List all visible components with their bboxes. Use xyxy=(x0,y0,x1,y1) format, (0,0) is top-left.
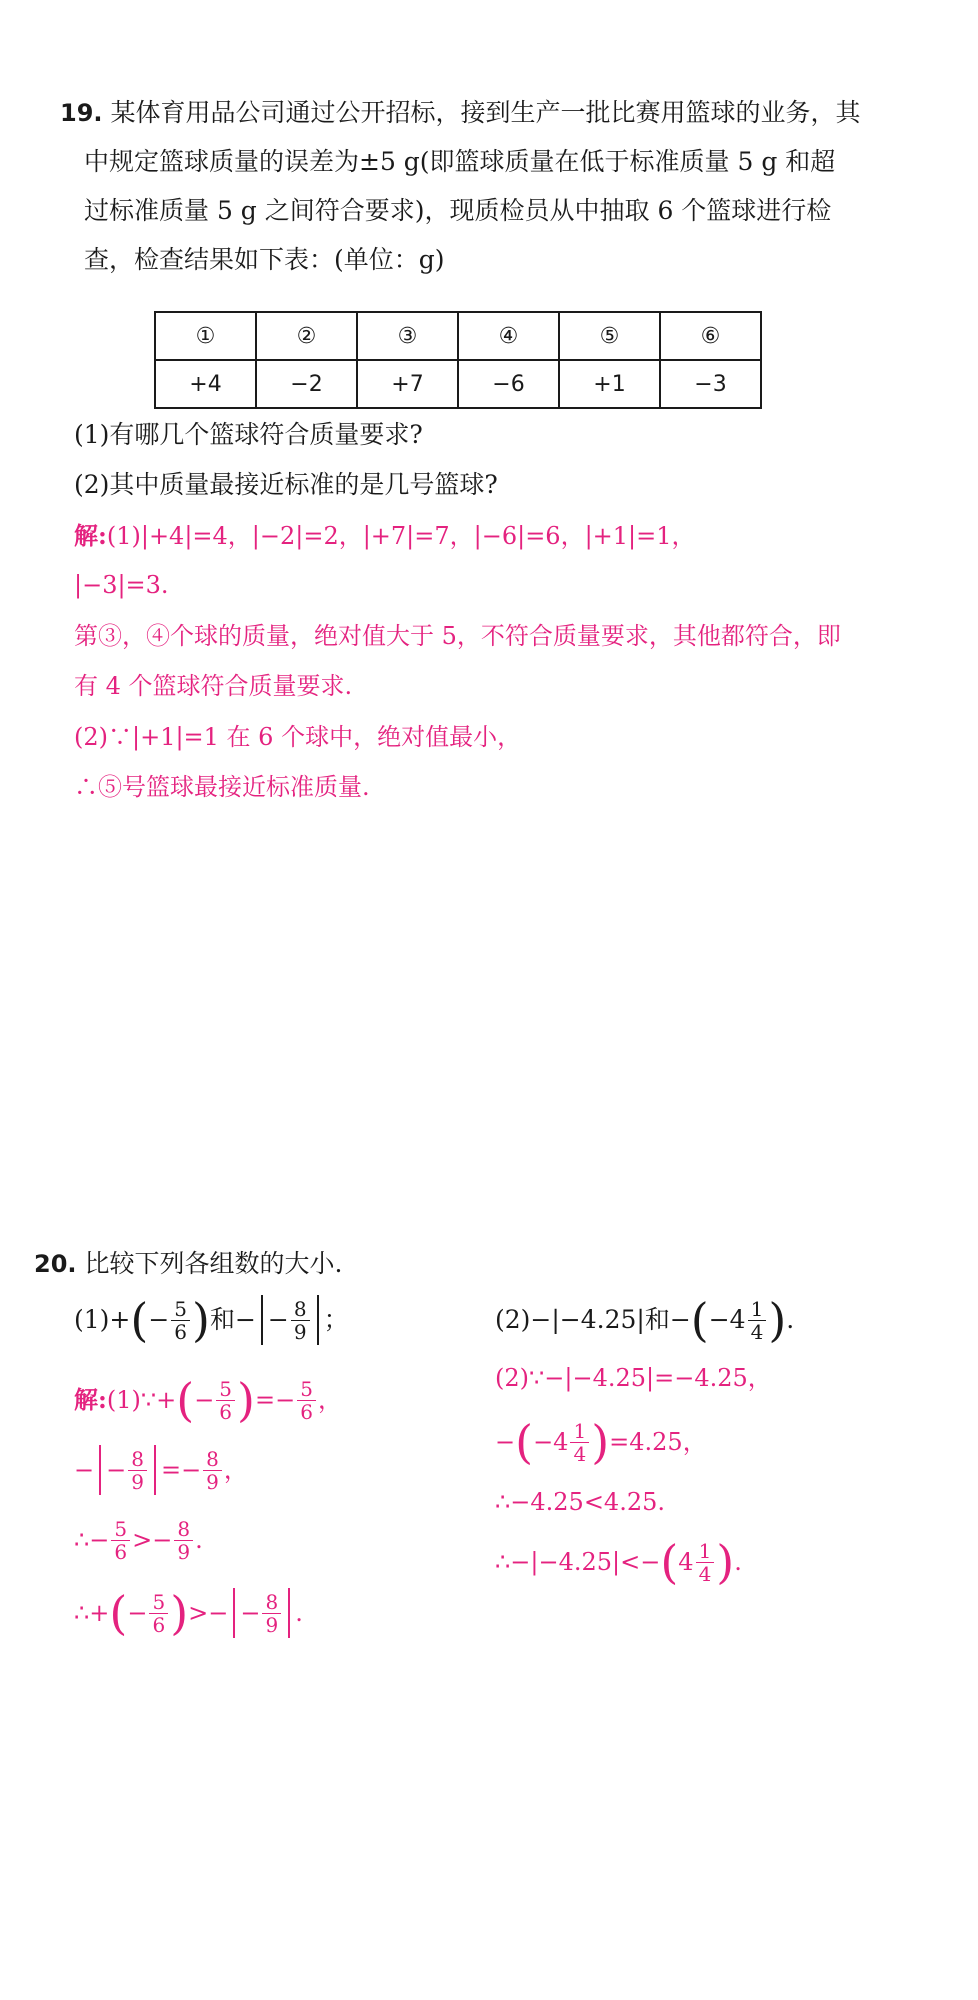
question-text-line: 查，检查结果如下表：(单位：g) xyxy=(84,245,445,274)
problem-1: (1)+ ( − $\frac{5}{6}$ ) 和− − $\frac{8}{9}$ ； xyxy=(74,1293,349,1347)
question-20 xyxy=(34,1249,342,1279)
answer-line: − − $\frac{8}{9}$ =− $\frac{8}{9}$ ， xyxy=(74,1446,248,1494)
data-table xyxy=(154,311,762,409)
table-cell: +1 xyxy=(559,360,660,408)
table-cell: ④ xyxy=(458,312,559,360)
answer-label: 解: xyxy=(74,521,107,550)
answer-line xyxy=(74,521,696,551)
answer-line: (2)∵−|−4.25|=−4.25， xyxy=(495,1364,772,1392)
answer-line: ∴−|−4.25|<− ( 4 $\frac{1}{4}$ ) . xyxy=(495,1535,742,1589)
answer-text: (1)|+4|=4，|−2|=2，|+7|=7，|−6|=6，|+1|=1， xyxy=(106,522,696,550)
sub-question-2: (2)其中质量最接近标准的是几号篮球? xyxy=(74,470,498,499)
answer-line: ∴+ ( − $\frac{5}{6}$ ) >− − $\frac{8}{9}$ . xyxy=(74,1586,303,1640)
fraction: $\frac{1}{4}$ xyxy=(748,1298,767,1343)
table-header-row xyxy=(155,312,761,360)
answer-line: 有 4 个篮球符合质量要求. xyxy=(74,672,353,700)
table-cell: ⑤ xyxy=(559,312,660,360)
answer-line: |−3|=3. xyxy=(74,571,169,599)
table-cell: −2 xyxy=(256,360,357,408)
table-cell: ③ xyxy=(357,312,458,360)
answer-line: ∴⑤号篮球最接近标准质量. xyxy=(74,773,370,801)
fraction: $\frac{5}{6}$ xyxy=(171,1298,190,1343)
answer-line: ∴−4.25<4.25. xyxy=(495,1488,665,1516)
fraction: $\frac{8}{9}$ xyxy=(291,1298,310,1343)
sub-question-1: (1)有哪几个篮球符合质量要求? xyxy=(74,420,423,449)
answer-line: − ( −4 $\frac{1}{4}$ ) =4.25， xyxy=(495,1415,707,1469)
table-cell: ⑥ xyxy=(660,312,761,360)
question-title: 比较下列各组数的大小. xyxy=(84,1249,343,1278)
question-text-line: 过标准质量 5 g 之间符合要求)，现质检员从中抽取 6 个篮球进行检 xyxy=(84,196,832,225)
answer-label: 解: xyxy=(74,1385,107,1414)
question-number: 19. xyxy=(60,99,103,127)
table-cell: −6 xyxy=(458,360,559,408)
table-row xyxy=(155,360,761,408)
table-cell: ② xyxy=(256,312,357,360)
answer-line: 第③，④个球的质量，绝对值大于 5，不符合质量要求，其他都符合，即 xyxy=(74,622,841,650)
answer-line: (2)∵|+1|=1 在 6 个球中，绝对值最小， xyxy=(74,723,522,751)
question-text-line: 中规定篮球质量的误差为±5 g(即篮球质量在低于标准质量 5 g 和超 xyxy=(84,147,836,176)
answer-line: ∴− $\frac{5}{6}$ >− $\frac{8}{9}$ . xyxy=(74,1516,203,1564)
answer-line: 解: (1)∵+ ( − $\frac{5}{6}$ ) =− $\frac{5}{6}$ ， xyxy=(74,1373,342,1427)
question-number: 20. xyxy=(34,1250,77,1278)
problem-2: (2)−|−4.25|和− ( −4 $\frac{1}{4}$ ) . xyxy=(495,1293,795,1347)
table-cell: ① xyxy=(155,312,256,360)
table-cell: +7 xyxy=(357,360,458,408)
question-text-line: 某体育用品公司通过公开招标，接到生产一批比赛用篮球的业务，其 xyxy=(110,98,861,127)
question-19 xyxy=(60,98,860,128)
table-cell: −3 xyxy=(660,360,761,408)
table-cell: +4 xyxy=(155,360,256,408)
